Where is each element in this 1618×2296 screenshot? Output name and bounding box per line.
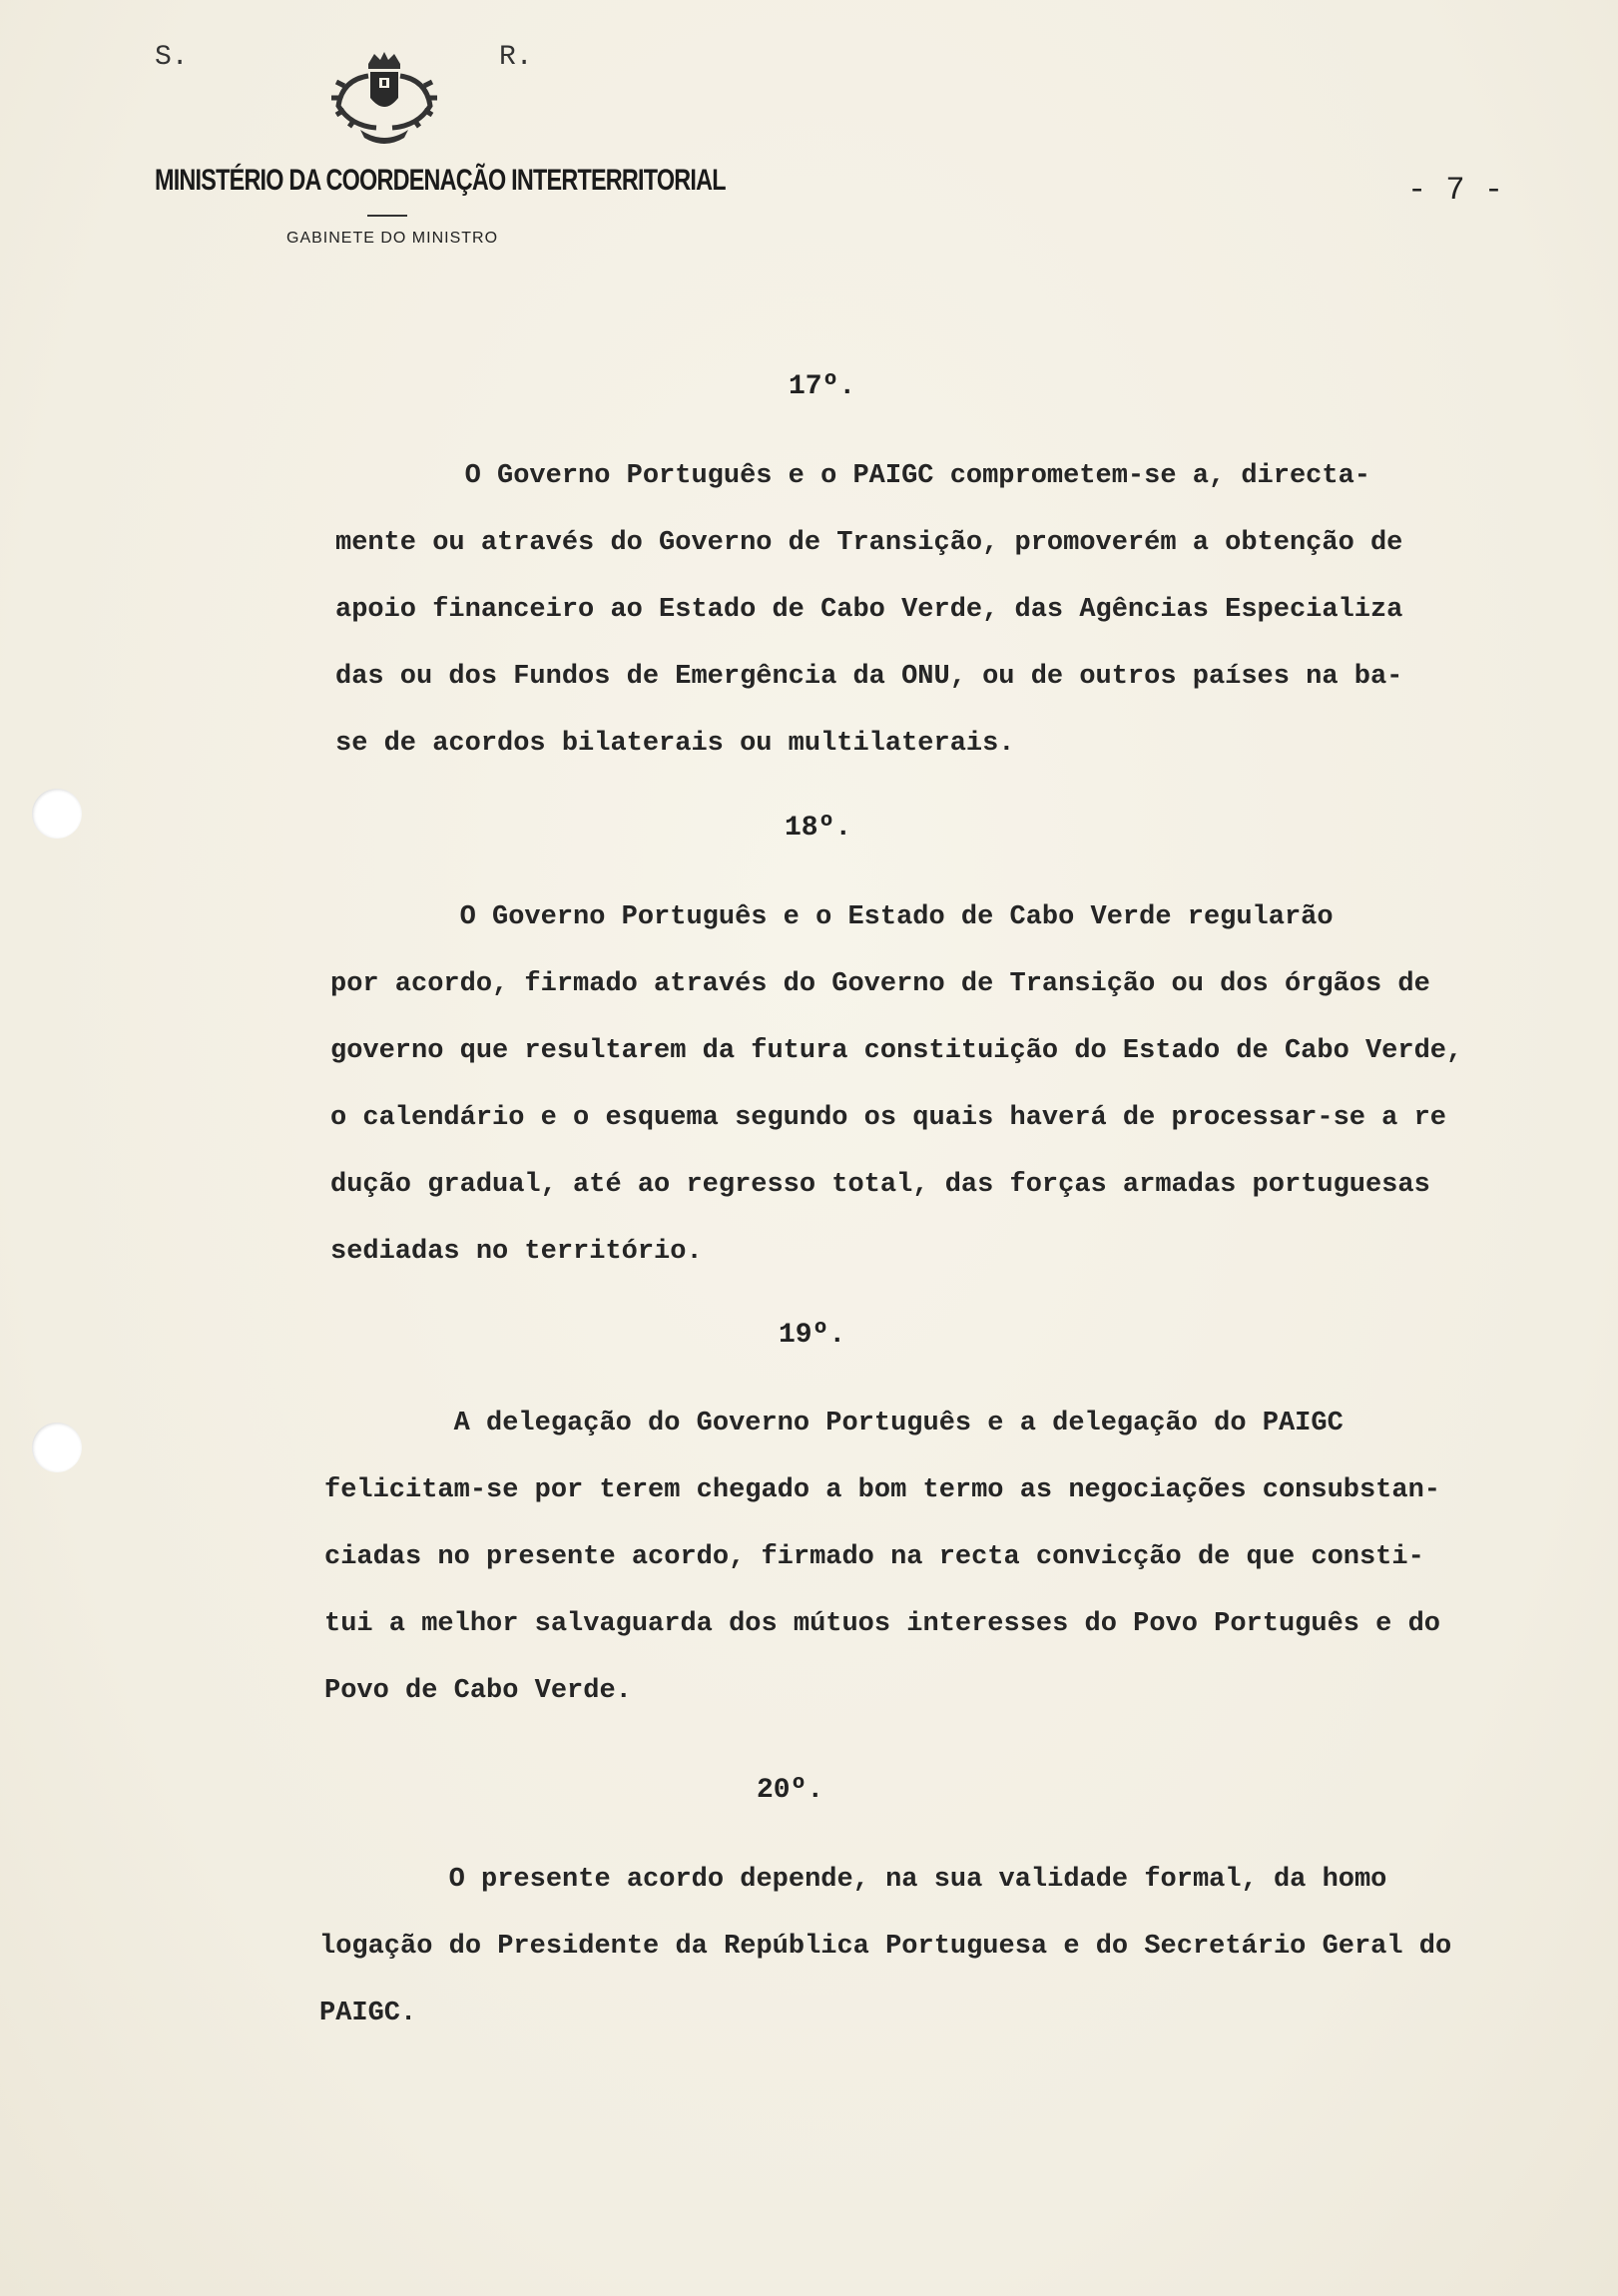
- text-line: ciadas no presente acordo, firmado na recta convicção de que consti-: [324, 1542, 1424, 1572]
- cabinet-subtitle: GABINETE DO MINISTRO: [286, 230, 499, 247]
- article-18-text: [330, 884, 1462, 1286]
- text-line: se de acordos bilaterais ou multilaterais.: [335, 729, 1015, 759]
- text-line: dução gradual, até ao regresso total, das forças armadas portuguesas: [330, 1170, 1430, 1200]
- coat-of-arms-icon: [324, 50, 444, 150]
- article-19-heading: 19º.: [779, 1320, 846, 1351]
- text-line: das ou dos Fundos de Emergência da ONU, ou de outros países na ba-: [335, 662, 1403, 692]
- text-line: O Governo Português e o PAIGC comprometem-se a, directa-: [335, 461, 1370, 491]
- text-line: por acordo, firmado através do Governo de Transição ou dos órgãos de: [330, 969, 1430, 999]
- text-line: O presente acordo depende, na sua validade formal, da homo: [319, 1865, 1387, 1895]
- article-17-text: [335, 443, 1402, 778]
- text-line: governo que resultarem da futura constituição do Estado de Cabo Verde,: [330, 1036, 1463, 1066]
- ministry-title: MINISTÉRIO DA COORDENAÇÃO INTERTERRITORIAL: [155, 164, 726, 197]
- punch-hole-top: [32, 789, 82, 839]
- article-20-heading: 20º.: [757, 1775, 824, 1806]
- text-line: O Governo Português e o Estado de Cabo Verde regularão: [330, 902, 1334, 932]
- text-line: sediadas no território.: [330, 1237, 703, 1267]
- letterhead-rule: [367, 215, 407, 217]
- text-line: A delegação do Governo Português e a delegação do PAIGC: [324, 1409, 1344, 1438]
- text-line: o calendário e o esquema segundo os quais haverá de processar-se a re: [330, 1103, 1446, 1133]
- text-line: mente ou através do Governo de Transição, promoverém a obtenção de: [335, 528, 1403, 558]
- text-line: tui a melhor salvaguarda dos mútuos interesses do Povo Português e do: [324, 1609, 1440, 1639]
- article-19-text: [324, 1391, 1440, 1725]
- article-18-heading: 18º.: [785, 813, 852, 844]
- text-line: apoio financeiro ao Estado de Cabo Verde, das Agências Especializa: [335, 595, 1403, 625]
- letterhead-initial-s: S.: [155, 42, 189, 73]
- text-line: logação do Presidente da República Portuguesa e do Secretário Geral do: [319, 1932, 1452, 1962]
- article-17-heading: 17º.: [789, 371, 856, 402]
- punch-hole-bottom: [32, 1423, 82, 1472]
- text-line: Povo de Cabo Verde.: [324, 1676, 632, 1706]
- text-line: felicitam-se por terem chegado a bom termo as negociações consubstan-: [324, 1475, 1440, 1505]
- letterhead-initial-r: R.: [499, 42, 533, 73]
- article-20-text: [319, 1847, 1451, 2047]
- text-line: PAIGC.: [319, 1999, 417, 2028]
- page-number: - 7 -: [1407, 172, 1504, 209]
